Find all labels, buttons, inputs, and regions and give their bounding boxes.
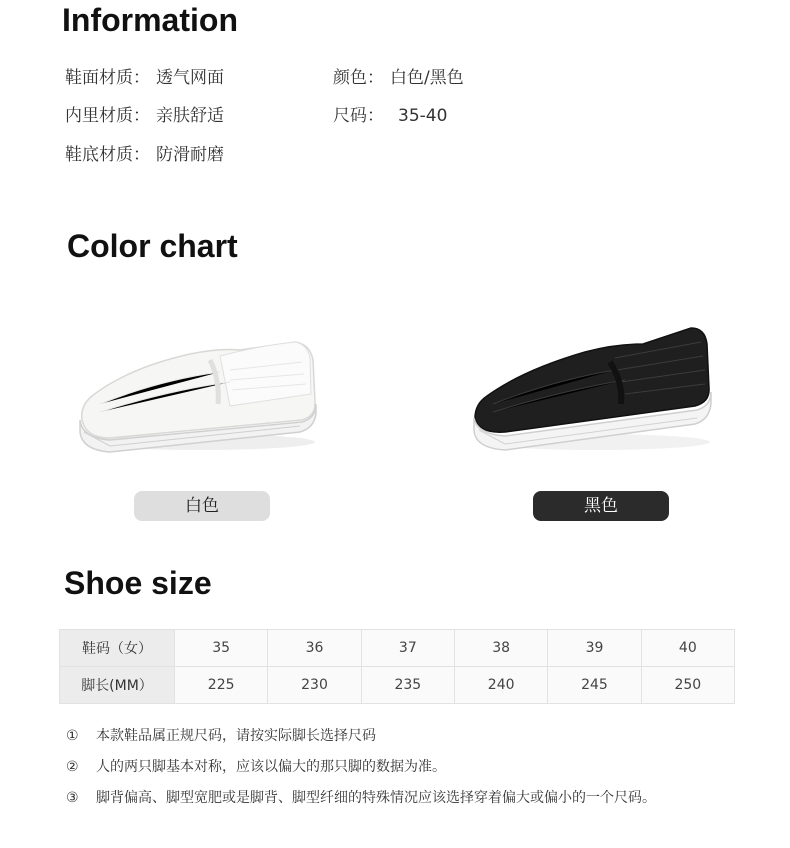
table-cell: 36 <box>268 630 361 667</box>
info-label: 内里材质： <box>65 106 150 126</box>
table-cell: 240 <box>454 667 547 704</box>
table-cell: 35 <box>175 630 268 667</box>
table-cell: 40 <box>641 630 734 667</box>
table-cell: 37 <box>361 630 454 667</box>
row-header-size: 鞋码（女） <box>60 630 175 667</box>
row-header-length: 脚长(MM） <box>60 667 175 704</box>
table-cell: 245 <box>548 667 641 704</box>
color-option-white[interactable]: 白色 <box>134 491 270 521</box>
table-cell: 230 <box>268 667 361 704</box>
info-sole-material <box>65 140 224 165</box>
size-note-2 <box>66 756 446 776</box>
white-shoe-image <box>70 320 330 460</box>
table-cell: 39 <box>548 630 641 667</box>
info-color <box>333 63 464 88</box>
information-heading: Information <box>62 2 238 38</box>
note-text: 本款鞋品属正规尺码，请按实际脚长选择尺码 <box>96 728 376 744</box>
info-value: 35-40 <box>398 106 448 126</box>
info-size-range <box>333 101 447 126</box>
info-value: 亲肤舒适 <box>156 106 224 126</box>
color-option-black[interactable]: 黑色 <box>533 491 669 521</box>
info-value: 透气网面 <box>156 68 224 88</box>
shoe-size-heading: Shoe size <box>64 565 212 601</box>
table-cell: 38 <box>454 630 547 667</box>
table-cell: 225 <box>175 667 268 704</box>
info-label: 尺码： <box>333 106 384 126</box>
info-lining-material <box>65 101 224 126</box>
size-table <box>59 629 735 704</box>
color-chart-heading: Color chart <box>67 228 238 264</box>
info-upper-material <box>65 63 224 88</box>
black-shoe-image <box>465 318 725 460</box>
size-note-3 <box>66 787 656 807</box>
note-text: 脚背偏高、脚型宽肥或是脚背、脚型纤细的特殊情况应该选择穿着偏大或偏小的一个尺码。 <box>96 790 656 806</box>
info-value: 防滑耐磨 <box>156 145 224 165</box>
note-text: 人的两只脚基本对称，应该以偏大的那只脚的数据为准。 <box>96 759 446 775</box>
table-row-sizes <box>60 630 735 667</box>
info-label: 鞋底材质： <box>65 145 150 165</box>
info-label: 鞋面材质： <box>65 68 150 88</box>
size-note-1 <box>66 725 376 745</box>
note-number: ② <box>66 759 79 775</box>
table-row-lengths <box>60 667 735 704</box>
table-cell: 235 <box>361 667 454 704</box>
table-cell: 250 <box>641 667 734 704</box>
note-number: ③ <box>66 790 79 806</box>
info-label: 颜色： <box>333 68 384 88</box>
note-number: ① <box>66 728 79 744</box>
info-value: 白色/黑色 <box>390 68 464 88</box>
